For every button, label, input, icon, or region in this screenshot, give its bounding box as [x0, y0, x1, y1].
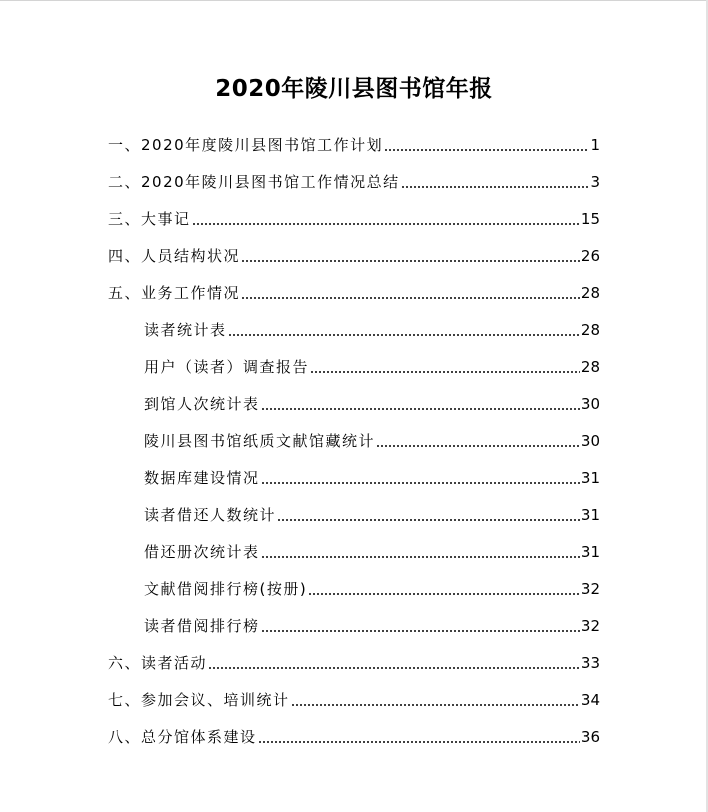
toc-leader-dots [192, 223, 580, 225]
toc-subentry[interactable] [108, 496, 600, 533]
toc-leader-dots [261, 482, 580, 484]
toc-subentry[interactable] [108, 607, 600, 644]
toc-leader-dots [291, 704, 580, 706]
toc-page-number: 30 [580, 394, 600, 413]
toc-leader-dots [208, 667, 580, 669]
toc-entry[interactable] [108, 126, 600, 163]
toc-entry[interactable] [108, 237, 600, 274]
toc-page-number: 3 [590, 172, 600, 191]
toc-entry-label: 一、2020年度陵川县图书馆工作计划 [108, 136, 384, 154]
toc-page-number: 30 [580, 431, 600, 450]
toc-page-number: 1 [590, 135, 600, 154]
toc-leader-dots [241, 260, 580, 262]
toc-entry[interactable] [108, 681, 600, 718]
toc-entry-label: 读者统计表 [144, 321, 227, 339]
toc-entry[interactable] [108, 718, 600, 755]
toc-entry[interactable] [108, 644, 600, 681]
toc-entry-label: 数据库建设情况 [144, 469, 260, 487]
toc-entry-label: 六、读者活动 [108, 654, 208, 672]
toc-entry-label: 文献借阅排行榜(按册) [144, 580, 308, 598]
toc-leader-dots [261, 408, 580, 410]
toc-leader-dots [401, 186, 590, 188]
toc-page-number: 33 [580, 653, 600, 672]
toc-subentry[interactable] [108, 311, 600, 348]
toc-subentry[interactable] [108, 570, 600, 607]
toc-subentry[interactable] [108, 459, 600, 496]
toc-page-number: 28 [580, 320, 600, 339]
toc-page-number: 28 [580, 357, 600, 376]
toc-page-number: 34 [580, 690, 600, 709]
toc-subentry[interactable] [108, 533, 600, 570]
toc-page-number: 26 [580, 246, 600, 265]
toc-entry-label: 读者借阅排行榜 [144, 617, 260, 635]
toc-leader-dots [310, 371, 580, 373]
toc-entry-label: 五、业务工作情况 [108, 284, 241, 302]
toc-entry-label: 四、人员结构状况 [108, 247, 241, 265]
toc-entry[interactable] [108, 274, 600, 311]
toc-entry-label: 八、总分馆体系建设 [108, 728, 257, 746]
toc-entry[interactable] [108, 163, 600, 200]
toc-page-number: 31 [580, 542, 600, 561]
toc-page-number: 31 [580, 505, 600, 524]
toc-leader-dots [261, 556, 580, 558]
toc-subentry[interactable] [108, 385, 600, 422]
toc-subentry[interactable] [108, 348, 600, 385]
toc-entry-label: 陵川县图书馆纸质文献馆藏统计 [144, 432, 376, 450]
page-top-border [0, 0, 708, 1]
table-of-contents [108, 126, 600, 755]
toc-leader-dots [376, 445, 580, 447]
toc-leader-dots [277, 519, 580, 521]
toc-leader-dots [261, 630, 580, 632]
toc-leader-dots [241, 297, 580, 299]
document-title: 2020年陵川县图书馆年报 [215, 76, 493, 102]
toc-entry-label: 三、大事记 [108, 210, 191, 228]
toc-page-number: 31 [580, 468, 600, 487]
toc-entry-label: 用户（读者）调查报告 [144, 358, 310, 376]
toc-page-number: 32 [580, 579, 600, 598]
toc-entry-label: 读者借还人数统计 [144, 506, 277, 524]
toc-leader-dots [384, 149, 589, 151]
toc-page-number: 32 [580, 616, 600, 635]
toc-subentry[interactable] [108, 422, 600, 459]
toc-page-number: 28 [580, 283, 600, 302]
toc-leader-dots [308, 593, 580, 595]
toc-entry-label: 借还册次统计表 [144, 543, 260, 561]
toc-entry-label: 二、2020年陵川县图书馆工作情况总结 [108, 173, 400, 191]
toc-leader-dots [228, 334, 580, 336]
toc-entry-label: 七、参加会议、培训统计 [108, 691, 290, 709]
toc-page-number: 36 [580, 727, 600, 746]
toc-leader-dots [258, 741, 580, 743]
toc-entry-label: 到馆人次统计表 [144, 395, 260, 413]
toc-entry[interactable] [108, 200, 600, 237]
toc-page-number: 15 [580, 209, 600, 228]
